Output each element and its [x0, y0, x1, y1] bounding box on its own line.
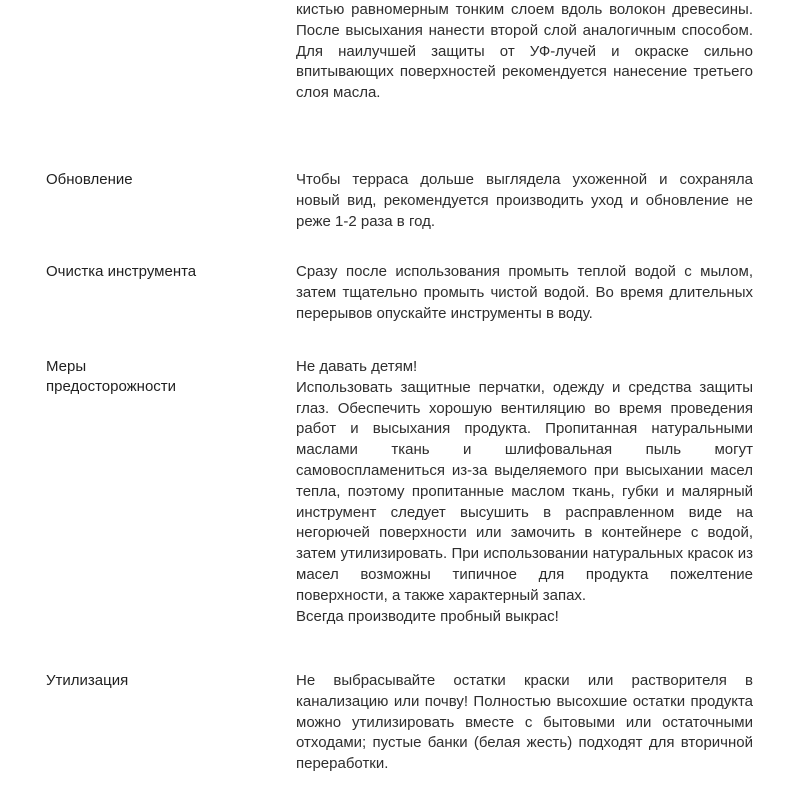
- label-text: Утилизация: [46, 672, 129, 689]
- section-text-utilizaciya: [296, 671, 753, 775]
- paragraph: Использовать защитные перчатки, одежду и средства защиты глаз. Обеспечить хорошую вентиляцию во время проведения работ и высыхания продукта. Пропитанная натуральными маслами ткань и шлифовальная пыль могут самовоспламениться из-за выделяемого при высыхании масел тепла, поэтому пропитанные маслом ткань, губки и малярный инструмент следует высушить в расправленном виде на негорючей поверхности или замочить в контейнере с водой, затем утилизировать. При использовании натуральных красок из масел возможны типичное для продукта пожелтение поверхности, а также характерный запах.: [296, 378, 753, 604]
- label-line-1: Меры: [46, 358, 87, 375]
- paragraph: Чтобы терраса дольше выглядела ухоженной и сохраняла новый вид, рекомендуется производить уход и обновление не реже 1-2 раза в год.: [296, 171, 753, 230]
- warning-line: Не давать детям!: [296, 358, 418, 375]
- warning-line: Всегда производите пробный выкрас!: [296, 607, 559, 625]
- section-label-utilizaciya: [46, 671, 266, 691]
- intro-text: кистью равномерным тонким слоем вдоль волокон древесины. После высыхания нанести второй слой аналогичным способом. Для наилучшей защиты от УФ-лучей и окраске сильно впитывающих поверхностей рекомендуется нанесение третьего слоя масла.: [296, 1, 753, 102]
- section-text-ochistka: [296, 262, 753, 324]
- section-label-ochistka: [46, 262, 266, 282]
- paragraph: Не выбрасывайте остатки краски или растворителя в канализацию или почву! Полностью высохшие остатки продукта можно утилизировать вместе с бытовыми или остаточными отходами; пустые банки (белая жесть) подходят для вторичной переработки.: [296, 672, 753, 773]
- section-label-obnovlenie: [46, 170, 266, 190]
- paragraph: Сразу после использования промыть теплой водой с мылом, затем тщательно промыть чистой водой. Во время длительных перерывов опускайте инструменты в воду.: [296, 263, 753, 322]
- label-line-2: предосторожности: [46, 378, 177, 395]
- section-text-mery: [296, 357, 753, 627]
- label-text: Очистка инструмента: [46, 263, 197, 280]
- section-label-mery: [46, 357, 266, 397]
- intro-paragraph: [296, 0, 753, 104]
- section-text-obnovlenie: [296, 170, 753, 232]
- label-text: Обновление: [46, 171, 133, 188]
